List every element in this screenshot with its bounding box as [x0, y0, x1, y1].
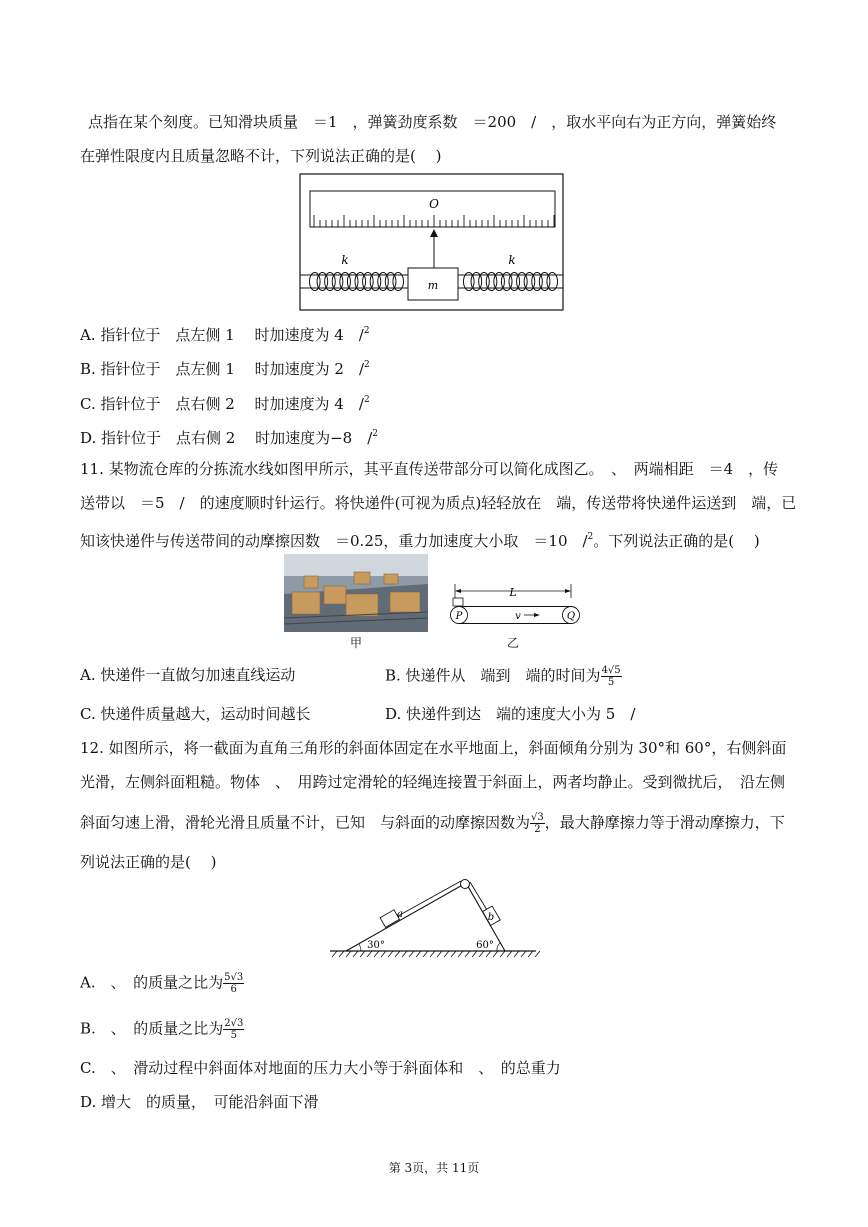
q10-option-a: A. 指针位于 点左侧 1 时加速度为 4 /$^2$ [80, 326, 370, 344]
q12-stem-line-4: 列说法正确的是( ) [80, 853, 217, 871]
page-footer: 第 3页，共 11页 [388, 1161, 480, 1175]
q12-stem-line-3: 斜面匀速上滑，滑轮光滑且质量不计，已知 与斜面的动摩擦因数为 $\frac{√3}{2}$ ，最大静摩擦力等于滑动摩擦力，下 [80, 812, 785, 835]
label-angle-30: 30° [367, 940, 385, 951]
warehouse-photo [284, 554, 428, 632]
label-q: Q [566, 611, 576, 622]
q10-option-c: C. 指针位于 点右侧 2 时加速度为 4 /$^2$ [80, 395, 370, 413]
q12-option-d: D. 增大 的质量， 可能沿斜面下滑 [80, 1093, 319, 1111]
q12-stem-line-1: 12. 如图所示，将一截面为直角三角形的斜面体固定在水平地面上，斜面倾角分别为 30°和 60°，右侧斜面 [80, 739, 787, 757]
q12-option-a: A. 、 的质量之比为 $\frac{5√3}{6}$ [80, 972, 244, 995]
label-v: v [515, 611, 521, 622]
label-l: L [509, 586, 517, 599]
q12-option-c: C. 、 滑动过程中斜面体对地面的压力大小等于斜面体和 、 的总重力 [80, 1059, 561, 1077]
label-k-right: k [508, 253, 516, 267]
q11-stem-line-1: 11. 某物流仓库的分拣流水线如图甲所示，其平直传送带部分可以简化成图乙。 、 两端相距 ＝4 ，传 [80, 460, 779, 478]
q11-option-b: B. 快递件从 端到 端的时间为 $\frac{4√5}{5}$ [385, 665, 621, 688]
q11-stem-line-3: 知该快递件与传送带间的动摩擦因数 ＝0.25，重力加速度大小取 ＝10 /$^2$。下列说法正确的是( ) [80, 532, 760, 550]
label-m: m [427, 279, 439, 292]
q11-stem-line-2: 送带以 ＝5 / 的速度顺时针运行。将快递件(可视为质点)轻轻放在 端，传送带将快递件运送到 端，已 [80, 494, 797, 512]
label-o: O [429, 197, 439, 211]
q12-stem-line-2: 光滑，左侧斜面粗糙。物体 、 用跨过定滑轮的轻绳连接置于斜面上，两者均静止。受到微扰后， 沿左侧 [80, 773, 786, 791]
q10-stem-line-1: 点指在某个刻度。已知滑块质量 ＝1 ，弹簧劲度系数 ＝200 / ，取水平向右为正方向，弹簧始终 [88, 113, 777, 131]
q11-option-d: D. 快递件到达 端的速度大小为 5 / [385, 705, 636, 723]
q10-stem-line-2: 在弹性限度内且质量忽略不计，下列说法正确的是( ) [80, 147, 442, 165]
q12-option-b: B. 、 的质量之比为 $\frac{2√3}{5}$ [80, 1018, 244, 1041]
label-b: b [487, 912, 495, 923]
q10-option-b: B. 指针位于 点左侧 1 时加速度为 2 /$^2$ [80, 360, 370, 378]
q10-option-d: D. 指针位于 点右侧 2 时加速度为−8 /$^2$ [80, 429, 379, 447]
label-angle-60: 60° [476, 940, 494, 951]
label-k-left: k [341, 253, 349, 267]
q10-spring-scale-figure [299, 173, 565, 311]
caption-jia: 甲 [350, 636, 363, 650]
label-p: P [455, 611, 463, 622]
q11-option-c: C. 快递件质量越大，运动时间越长 [80, 705, 311, 723]
q11-option-a: A. 快递件一直做匀加速直线运动 [80, 666, 296, 684]
incline-pulley-figure [328, 876, 540, 960]
caption-yi: 乙 [507, 636, 520, 650]
label-a: a [397, 909, 403, 920]
conveyor-diagram [446, 580, 586, 630]
